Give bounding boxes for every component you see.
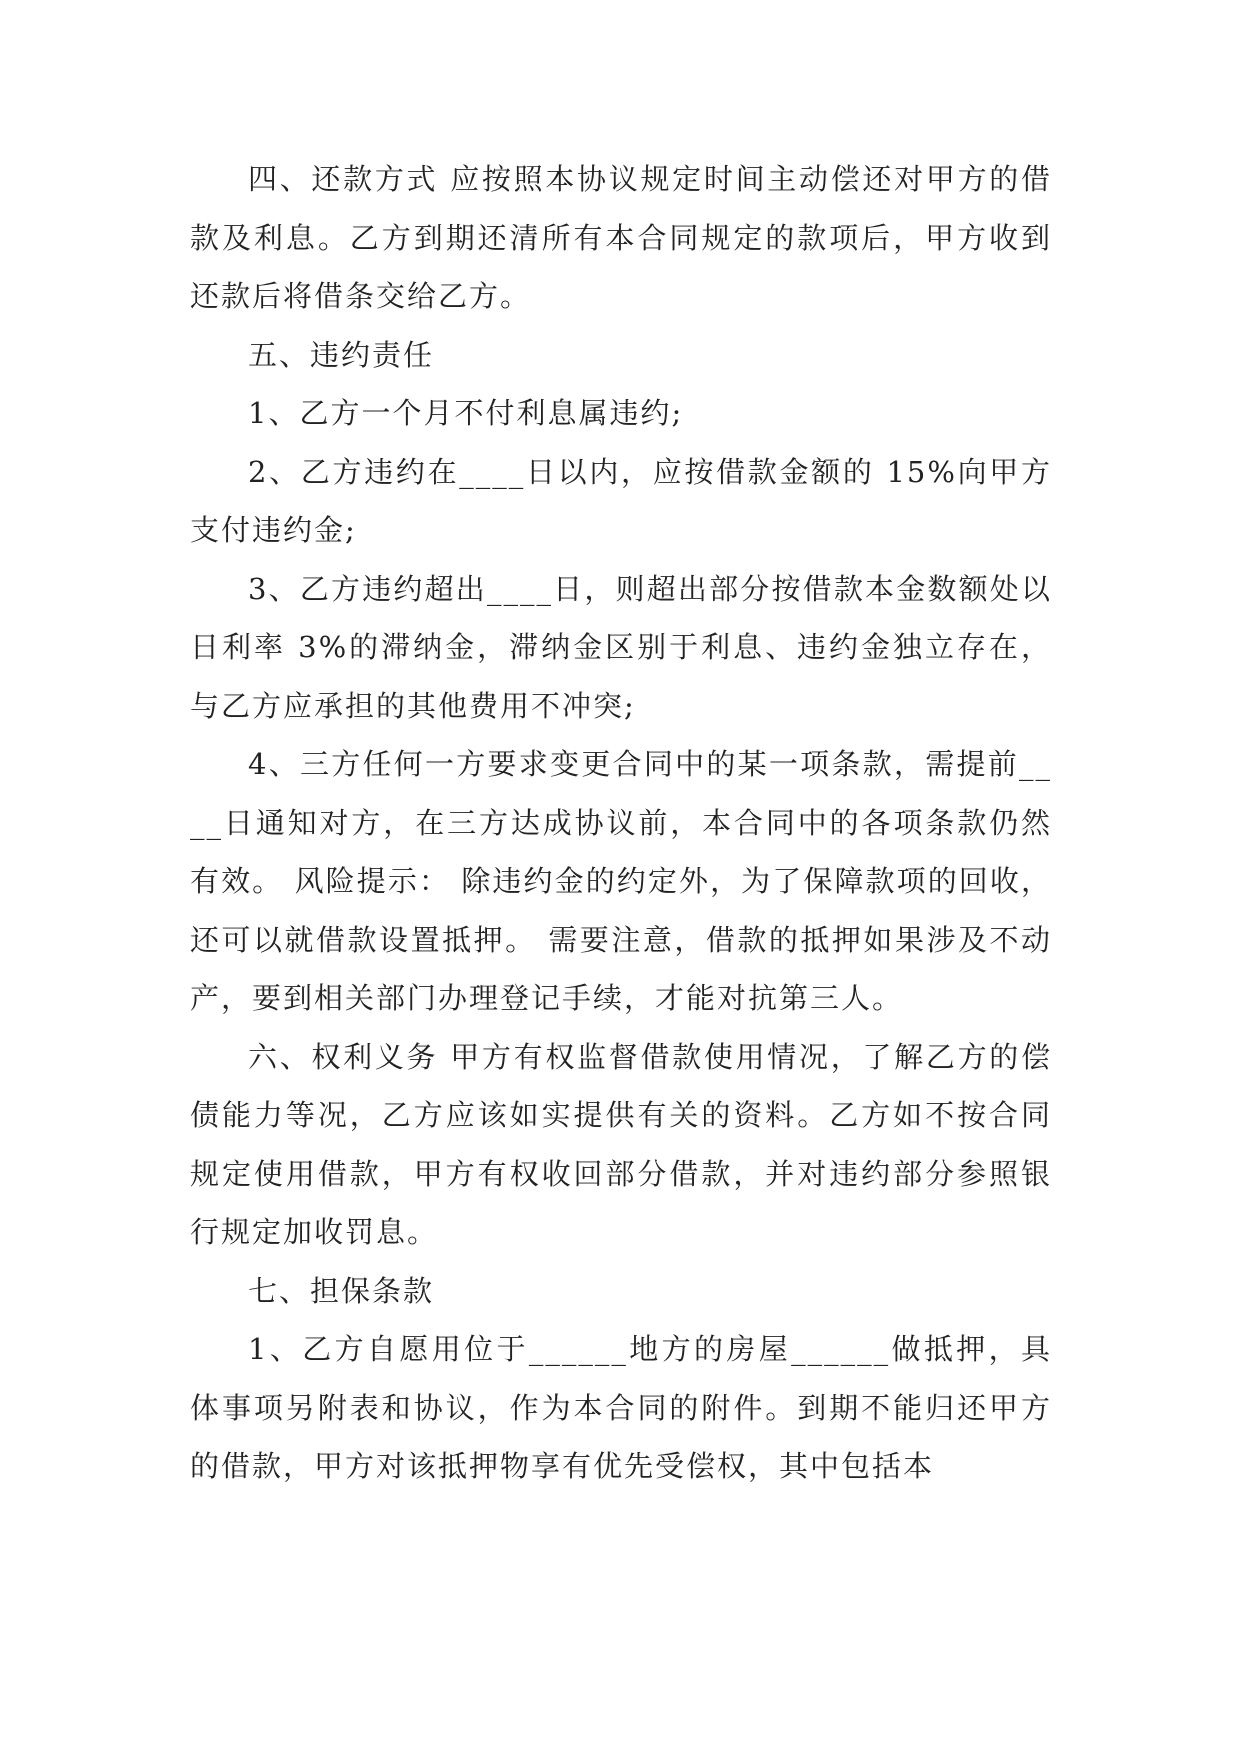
clause-breach-3: 3、乙方违约超出____日，则超出部分按借款本金数额处以日利率 3%的滞纳金，滞纳金区别于利息、违约金独立存在，与乙方应承担的其他费用不冲突; bbox=[190, 571, 1052, 723]
document-page bbox=[190, 150, 1052, 1496]
clause-breach-2: 2、乙方违约在____日以内，应按借款金额的 15%向甲方支付违约金; bbox=[190, 454, 1052, 547]
clause-guarantee-1: 1、乙方自愿用位于______地方的房屋______做抵押，具体事项另附表和协议，作为本合同的附件。到期不能归还甲方的借款，甲方对该抵押物享有优先受偿权，其中包括本 bbox=[190, 1332, 1052, 1483]
clause-breach-1: 1、乙方一个月不付利息属违约; bbox=[248, 396, 684, 430]
heading-breach-liability: 五、违约责任 bbox=[248, 337, 435, 372]
paragraph-rights-obligations: 六、权利义务 甲方有权监督借款使用情况，了解乙方的偿债能力等况，乙方应该如实提供有关的资料。乙方如不按合同规定使用借款，甲方有权收回部分借款，并对违约部分参照银行规定加收罚息。 bbox=[190, 1039, 1052, 1249]
clause-breach-4: 4、三方任何一方要求变更合同中的某一项条款，需提前____日通知对方，在三方达成协议前，本合同中的各项条款仍然有效。 风险提示： 除违约金的约定外，为了保障款项的回收，还可以就借款设置抵押。 需要注意，借款的抵押如果涉及不动产，要到相关部门办理登记手续，才能对抗第三人。 bbox=[190, 747, 1052, 1015]
paragraph-repayment-method: 四、还款方式 应按照本协议规定时间主动偿还对甲方的借款及利息。乙方到期还清所有本合同规定的款项后，甲方收到还款后将借条交给乙方。 bbox=[190, 162, 1052, 313]
heading-guarantee-terms: 七、担保条款 bbox=[248, 1273, 435, 1308]
